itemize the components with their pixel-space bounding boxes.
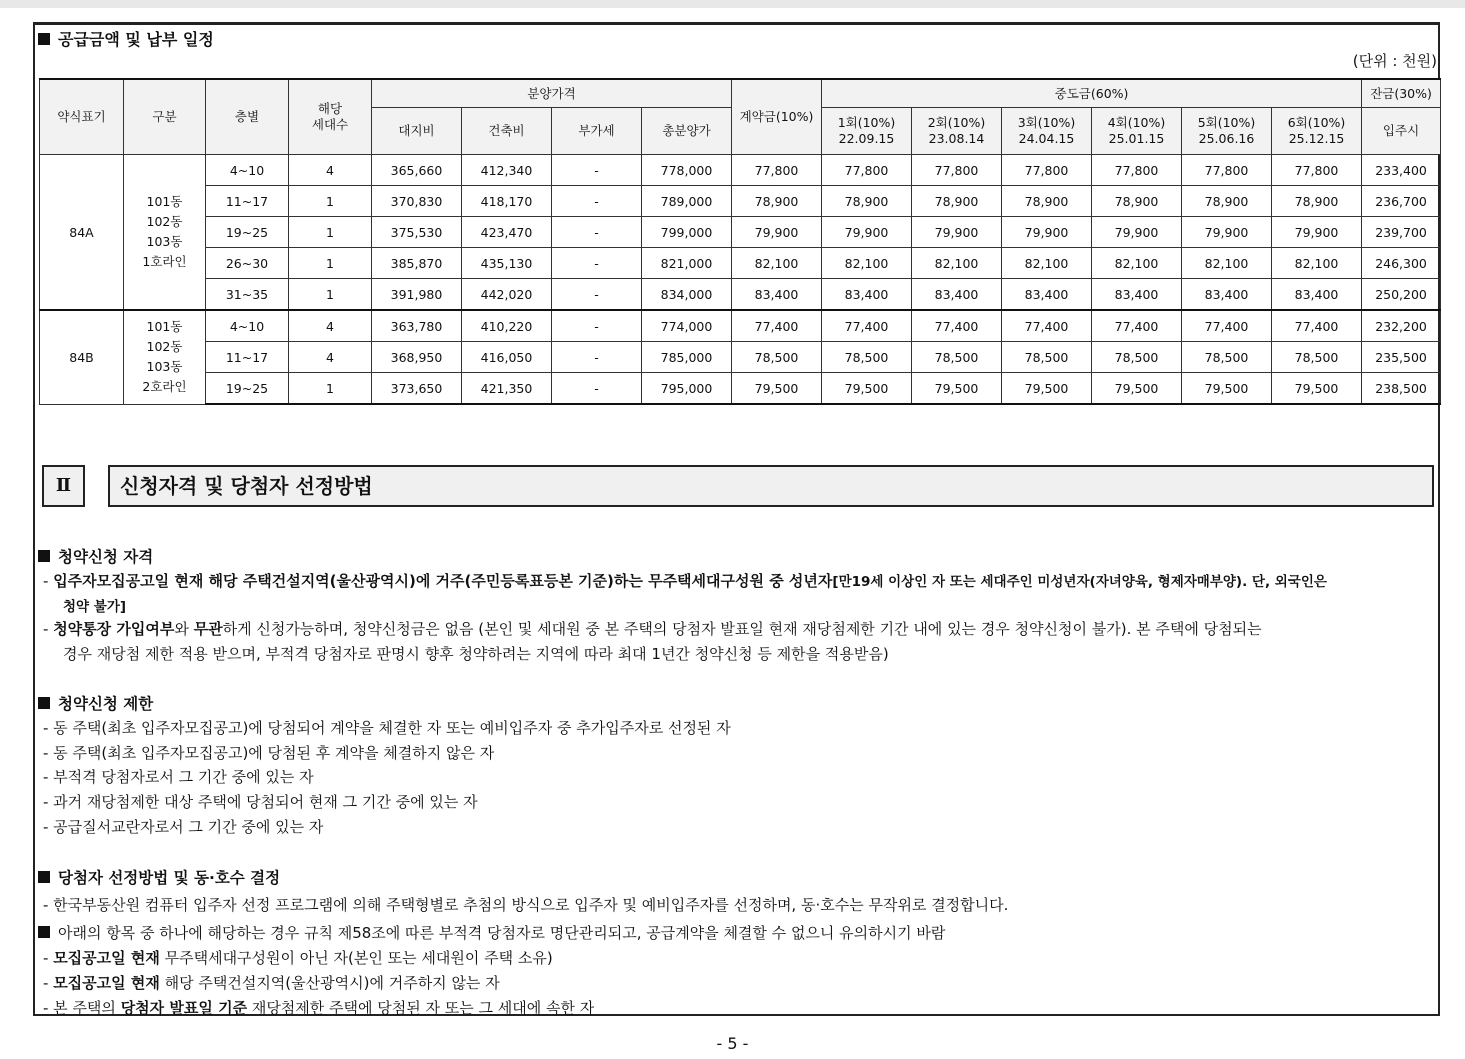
- table-cell: 442,020: [462, 279, 552, 311]
- table-cell: 4~10: [206, 155, 289, 186]
- table-row: [40, 279, 1441, 311]
- table-cell: 79,500: [1092, 373, 1182, 405]
- table-cell: 78,500: [1092, 342, 1182, 373]
- table-cell: 77,800: [912, 155, 1002, 186]
- table-cell: 412,340: [462, 155, 552, 186]
- table-cell: 365,660: [372, 155, 462, 186]
- table-cell: 82,100: [912, 248, 1002, 279]
- table-cell: 77,800: [1182, 155, 1272, 186]
- table-cell: 79,900: [822, 217, 912, 248]
- table-cell: 238,500: [1362, 373, 1441, 405]
- table-cell: 423,470: [462, 217, 552, 248]
- table-cell: 77,400: [1002, 310, 1092, 342]
- table-cell: 31~35: [206, 279, 289, 311]
- table-cell: 83,400: [1272, 279, 1362, 311]
- table-cell: 834,000: [642, 279, 732, 311]
- restriction-item: - 부적격 당첨자로서 그 기간 중에 있는 자: [43, 768, 314, 786]
- square-bullet-icon: [38, 33, 50, 45]
- header-price-group: 분양가격: [372, 79, 732, 108]
- table-cell: 4: [289, 342, 372, 373]
- restriction-item: - 과거 재당첨제한 대상 주택에 당첨되어 현재 그 기간 중에 있는 자: [43, 793, 478, 811]
- table-cell: 19~25: [206, 217, 289, 248]
- table-cell: 1: [289, 186, 372, 217]
- square-bullet-icon: [38, 550, 50, 562]
- unit-label: (단위 : 천원): [1352, 52, 1437, 70]
- table-cell: 416,050: [462, 342, 552, 373]
- table-cell: -: [552, 342, 642, 373]
- header-middle-group: 중도금(60%): [822, 79, 1362, 108]
- table-cell: 232,200: [1362, 310, 1441, 342]
- table-cell: 77,800: [1092, 155, 1182, 186]
- table-cell: 78,900: [912, 186, 1002, 217]
- header-land: 대지비: [372, 108, 462, 155]
- table-cell: 233,400: [1362, 155, 1441, 186]
- table-cell: -: [552, 186, 642, 217]
- table-cell: 410,220: [462, 310, 552, 342]
- supply-title-text: 공급금액 및 납부 일정: [58, 30, 214, 49]
- table-cell: 79,500: [732, 373, 822, 405]
- warning-item-1: - 모집공고일 현재 무주택세대구성원이 아닌 자(본인 또는 세대원이 주택 소유): [43, 949, 553, 967]
- table-row: [40, 373, 1441, 405]
- header-mid-6: 6회(10%) 25.12.15: [1272, 108, 1362, 155]
- table-cell: 375,530: [372, 217, 462, 248]
- supply-section-title: [38, 27, 214, 50]
- header-mid-1: 1회(10%) 22.09.15: [822, 108, 912, 155]
- table-cell: 83,400: [912, 279, 1002, 311]
- qualification-line-2-cont: 경우 재당첨 제한 적용 받으며, 부적격 당첨자로 판명시 향후 청약하려는 지역에 따라 최대 1년간 청약신청 등 제한을 적용받음): [63, 645, 889, 663]
- table-cell: 77,800: [732, 155, 822, 186]
- warning-item-3: - 본 주택의 당첨자 발표일 기준 재당첨제한 주택에 당첨된 자 또는 그 세대에 속한 자: [43, 999, 595, 1017]
- table-cell: 77,400: [822, 310, 912, 342]
- table-cell: 77,400: [1272, 310, 1362, 342]
- table-cell: 1: [289, 217, 372, 248]
- table-cell: 78,900: [1002, 186, 1092, 217]
- header-units: 해당 세대수: [289, 79, 372, 155]
- table-cell: 11~17: [206, 186, 289, 217]
- restriction-item: - 동 주택(최초 입주자모집공고)에 당첨되어 계약을 체결한 자 또는 예비입주자 중 추가입주자로 선정된 자: [43, 719, 731, 737]
- table-cell: 79,500: [912, 373, 1002, 405]
- table-cell: 78,500: [822, 342, 912, 373]
- table-cell: -: [552, 279, 642, 311]
- square-bullet-icon: [38, 871, 50, 883]
- cell-gubun: 101동 102동 103동 2호라인: [124, 310, 206, 404]
- table-cell: 19~25: [206, 373, 289, 405]
- table-cell: 368,950: [372, 342, 462, 373]
- chapter-title: 신청자격 및 당첨자 선정방법: [108, 465, 1434, 507]
- cell-type: 84B: [40, 310, 124, 404]
- table-cell: 82,100: [732, 248, 822, 279]
- table-cell: 82,100: [1182, 248, 1272, 279]
- header-mid-2: 2회(10%) 23.08.14: [912, 108, 1002, 155]
- table-row: [40, 342, 1441, 373]
- table-cell: 83,400: [732, 279, 822, 311]
- table-cell: 235,500: [1362, 342, 1441, 373]
- table-cell: 83,400: [1182, 279, 1272, 311]
- table-cell: 77,400: [912, 310, 1002, 342]
- table-cell: 79,500: [822, 373, 912, 405]
- header-movein: 입주시: [1362, 108, 1441, 155]
- table-cell: 385,870: [372, 248, 462, 279]
- table-cell: 4: [289, 310, 372, 342]
- table-cell: 78,500: [732, 342, 822, 373]
- header-balance-group: 잔금(30%): [1362, 79, 1441, 108]
- table-cell: 77,800: [1272, 155, 1362, 186]
- table-cell: 82,100: [1002, 248, 1092, 279]
- table-cell: 4~10: [206, 310, 289, 342]
- table-cell: 83,400: [822, 279, 912, 311]
- table-cell: 391,980: [372, 279, 462, 311]
- table-cell: 83,400: [1002, 279, 1092, 311]
- table-cell: 785,000: [642, 342, 732, 373]
- table-cell: 78,900: [1092, 186, 1182, 217]
- square-bullet-icon: [38, 926, 50, 938]
- table-cell: 79,500: [1182, 373, 1272, 405]
- table-cell: -: [552, 155, 642, 186]
- cell-type: 84A: [40, 155, 124, 311]
- qualification-line-1-cont: 청약 불가]: [63, 599, 127, 615]
- qualification-line-2: - 청약통장 가입여부와 무관하게 신청가능하며, 청약신청금은 없음 (본인 및 세대원 중 본 주택의 당첨자 발표일 현재 재당첨제한 기간 내에 있는 경우 청약신청이 불가). 본 주택에 당첨되는: [43, 620, 1262, 638]
- table-cell: 363,780: [372, 310, 462, 342]
- table-cell: 78,900: [1182, 186, 1272, 217]
- table-cell: 1: [289, 279, 372, 311]
- table-cell: 79,900: [1092, 217, 1182, 248]
- restriction-item: - 공급질서교란자로서 그 기간 중에 있는 자: [43, 818, 324, 836]
- header-type: 약식표기: [40, 79, 124, 155]
- table-row: [40, 186, 1441, 217]
- table-cell: 373,650: [372, 373, 462, 405]
- table-cell: 4: [289, 155, 372, 186]
- selection-warning: 아래의 항목 중 하나에 해당하는 경우 규칙 제58조에 따른 부적격 당첨자로 명단관리되고, 공급계약을 체결할 수 없으니 유의하시기 바람: [38, 922, 945, 943]
- square-bullet-icon: [38, 697, 50, 709]
- table-cell: 789,000: [642, 186, 732, 217]
- table-cell: 795,000: [642, 373, 732, 405]
- table-cell: 78,900: [1272, 186, 1362, 217]
- header-mid-4: 4회(10%) 25.01.15: [1092, 108, 1182, 155]
- table-cell: 77,800: [1002, 155, 1092, 186]
- table-cell: 78,500: [1002, 342, 1092, 373]
- table-cell: 79,900: [732, 217, 822, 248]
- header-total: 총분양가: [642, 108, 732, 155]
- table-cell: 78,500: [1182, 342, 1272, 373]
- page-number: - 5 -: [716, 1034, 749, 1053]
- table-row: [40, 248, 1441, 279]
- table-cell: 250,200: [1362, 279, 1441, 311]
- qualification-line-1: - 입주자모집공고일 현재 해당 주택건설지역(울산광역시)에 거주(주민등록표등본 기준)하는 무주택세대구성원 중 성년자[만19세 이상인 자 또는 세대주인 미성년자(자녀양육, 형제자매부양). 단, 외국인은: [43, 572, 1327, 590]
- table-cell: -: [552, 373, 642, 405]
- table-cell: 11~17: [206, 342, 289, 373]
- table-cell: 774,000: [642, 310, 732, 342]
- table-cell: 83,400: [1092, 279, 1182, 311]
- top-strip: [0, 0, 1465, 8]
- header-contract: 계약금(10%): [732, 79, 822, 155]
- table-cell: 79,900: [1272, 217, 1362, 248]
- selection-title: 당첨자 선정방법 및 동·호수 결정: [38, 866, 280, 888]
- table-cell: 78,900: [822, 186, 912, 217]
- price-table: [39, 78, 1441, 405]
- header-vat: 부가세: [552, 108, 642, 155]
- table-cell: 79,500: [1272, 373, 1362, 405]
- header-mid-5: 5회(10%) 25.06.16: [1182, 108, 1272, 155]
- table-cell: 82,100: [1272, 248, 1362, 279]
- table-cell: 77,400: [1182, 310, 1272, 342]
- cell-gubun: 101동 102동 103동 1호라인: [124, 155, 206, 311]
- table-cell: -: [552, 248, 642, 279]
- price-table-body: [40, 155, 1441, 405]
- table-cell: 821,000: [642, 248, 732, 279]
- table-cell: 79,900: [912, 217, 1002, 248]
- table-cell: 82,100: [822, 248, 912, 279]
- table-cell: 77,400: [732, 310, 822, 342]
- chapter-number: Ⅱ: [42, 465, 85, 507]
- table-row: [40, 155, 1441, 186]
- header-floor: 층별: [206, 79, 289, 155]
- table-cell: 435,130: [462, 248, 552, 279]
- table-cell: 1: [289, 373, 372, 405]
- table-cell: 79,900: [1002, 217, 1092, 248]
- table-cell: 79,900: [1182, 217, 1272, 248]
- table-cell: 78,500: [1272, 342, 1362, 373]
- table-cell: -: [552, 217, 642, 248]
- table-row: [40, 310, 1441, 342]
- table-cell: 778,000: [642, 155, 732, 186]
- table-cell: 77,400: [1092, 310, 1182, 342]
- table-cell: 26~30: [206, 248, 289, 279]
- restriction-title: 청약신청 제한: [38, 692, 153, 714]
- header-gubun: 구분: [124, 79, 206, 155]
- warning-item-2: - 모집공고일 현재 해당 주택건설지역(울산광역시)에 거주하지 않는 자: [43, 974, 500, 992]
- table-cell: 246,300: [1362, 248, 1441, 279]
- table-cell: 77,800: [822, 155, 912, 186]
- table-row: [40, 217, 1441, 248]
- table-cell: 421,350: [462, 373, 552, 405]
- restriction-item: - 동 주택(최초 입주자모집공고)에 당첨된 후 계약을 체결하지 않은 자: [43, 744, 495, 762]
- table-cell: 79,500: [1002, 373, 1092, 405]
- table-cell: -: [552, 310, 642, 342]
- selection-line-1: - 한국부동산원 컴퓨터 입주자 선정 프로그램에 의해 주택형별로 추첨의 방식으로 입주자 및 예비입주자를 선정하며, 동·호수는 무작위로 결정합니다.: [43, 896, 1009, 914]
- header-mid-3: 3회(10%) 24.04.15: [1002, 108, 1092, 155]
- table-cell: 82,100: [1092, 248, 1182, 279]
- table-cell: 370,830: [372, 186, 462, 217]
- qualification-title: 청약신청 자격: [38, 545, 153, 567]
- table-cell: 78,500: [912, 342, 1002, 373]
- table-cell: 239,700: [1362, 217, 1441, 248]
- table-cell: 236,700: [1362, 186, 1441, 217]
- table-cell: 1: [289, 248, 372, 279]
- table-cell: 78,900: [732, 186, 822, 217]
- table-cell: 418,170: [462, 186, 552, 217]
- table-cell: 799,000: [642, 217, 732, 248]
- header-build: 건축비: [462, 108, 552, 155]
